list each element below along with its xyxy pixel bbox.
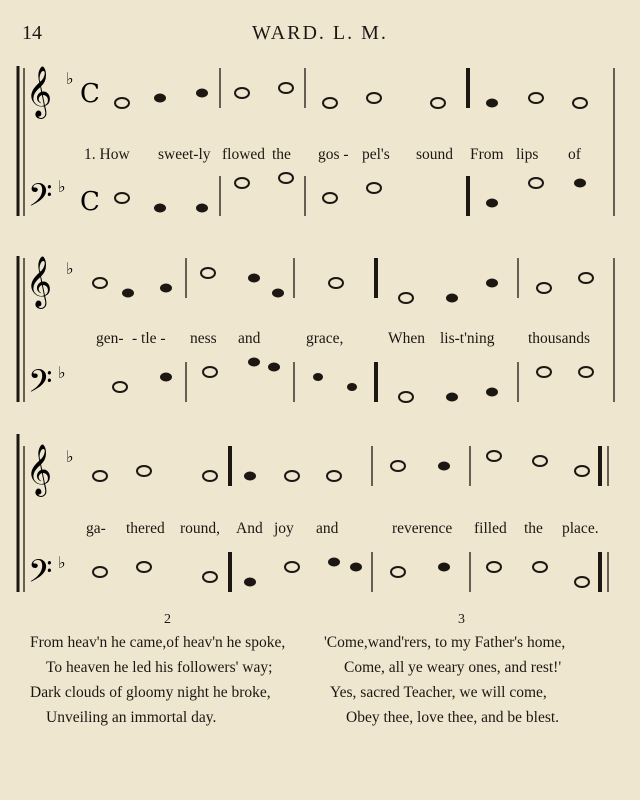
bass-staff: [24, 176, 614, 216]
verse-line: Dark clouds of gloomy night he broke,: [30, 684, 271, 701]
flat-icon: ♭: [58, 179, 66, 196]
treble-staff: [24, 446, 614, 486]
common-time-icon: C: [80, 79, 100, 109]
verse-line: Yes, sacred Teacher, we will come,: [330, 684, 547, 701]
bass-clef-icon: 𝄢: [28, 177, 53, 221]
lyric-syllable: thered: [126, 520, 165, 537]
flat-icon: ♭: [66, 261, 74, 278]
system-1: [18, 66, 614, 221]
bass-staff: [24, 552, 614, 592]
lyric-syllable: filled: [474, 520, 507, 537]
verse-number: 3: [458, 612, 465, 627]
lyric-syllable: ness: [190, 330, 217, 347]
lyric-syllable: 1. How: [84, 146, 130, 163]
verse-line: Unveiling an immortal day.: [46, 709, 217, 726]
verse-line: 'Come,wand'rers, to my Father's home,: [324, 634, 566, 651]
lyric-syllable: grace,: [306, 330, 344, 347]
treble-clef-icon: 𝄞: [26, 444, 53, 495]
flat-icon: ♭: [58, 365, 66, 382]
lyric-syllable: and: [238, 330, 261, 347]
lyric-syllable: From: [470, 146, 504, 163]
lyric-syllable: ga-: [86, 520, 106, 537]
lyric-syllable: flowed: [222, 146, 266, 163]
lyric-syllable: and: [316, 520, 339, 537]
flat-icon: ♭: [66, 71, 74, 88]
system-3: [18, 434, 614, 597]
bass-clef-icon: 𝄢: [28, 363, 53, 407]
lyric-syllable: sound: [416, 146, 454, 163]
treble-staff: [24, 68, 614, 108]
lyric-syllable: joy: [274, 520, 294, 537]
lyric-syllable: the: [524, 520, 543, 537]
flat-icon: ♭: [58, 555, 66, 572]
verse-line: To heaven he led his followers' way;: [46, 659, 273, 676]
treble-clef-icon: 𝄞: [26, 256, 53, 307]
lyric-syllable: of: [568, 146, 581, 163]
verse-line: From heav'n he came,of heav'n he spoke,: [30, 634, 286, 651]
lyric-syllable: pel's: [362, 146, 390, 163]
bass-staff: [24, 362, 614, 402]
verse-number: 2: [164, 612, 171, 627]
lyric-syllable: thousands: [528, 330, 590, 347]
lyric-syllable: gos -: [318, 146, 349, 163]
page-number: 14: [22, 22, 42, 44]
flat-icon: ♭: [66, 449, 74, 466]
verse-line: Come, all ye weary ones, and rest!': [344, 659, 562, 676]
lyric-syllable: lis-t'ning: [440, 330, 495, 347]
lyric-syllable: reverence: [392, 520, 453, 537]
lyric-syllable: lips: [516, 146, 539, 163]
lyric-syllable: - tle -: [132, 330, 166, 347]
common-time-icon: C: [80, 187, 100, 217]
hymn-title: WARD. L. M.: [252, 22, 388, 44]
lyric-syllable: the: [272, 146, 291, 163]
treble-clef-icon: 𝄞: [26, 66, 53, 117]
lyric-syllable: place.: [562, 520, 599, 537]
lyric-syllable: gen-: [96, 330, 124, 347]
verse-line: Obey thee, love thee, and be blest.: [346, 709, 560, 726]
lyric-syllable: round,: [180, 520, 221, 537]
lyric-syllable: And: [236, 520, 263, 537]
notes: [93, 451, 589, 587]
lyric-syllable: sweet-ly: [158, 146, 211, 163]
lyric-syllable: When: [388, 330, 426, 347]
bass-clef-icon: 𝄢: [28, 553, 53, 597]
treble-staff: [24, 258, 614, 298]
